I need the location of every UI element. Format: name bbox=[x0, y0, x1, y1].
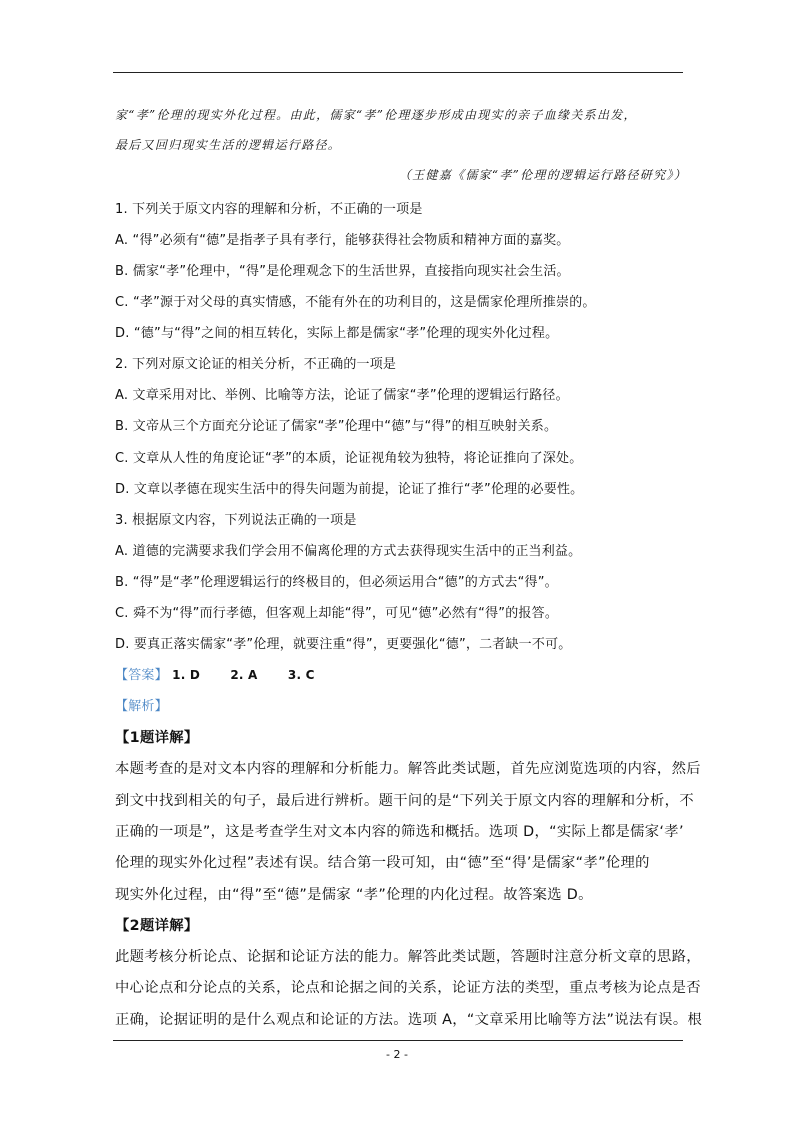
question-2-stem: 2. 下列对原文论证的相关分析，不正确的一项是 bbox=[115, 357, 397, 372]
header-rule bbox=[113, 72, 683, 73]
detail-1-line-3: 正确的一项是”，这是考查学生对文本内容的筛选和概括。选项 D，“实际上都是儒家‘孝’ bbox=[115, 824, 684, 840]
question-1-option-a: A. “得”必须有“德”是指孝子具有孝行，能够获得社会物质和精神方面的嘉奖。 bbox=[115, 233, 570, 248]
answer-item-1: 1. D bbox=[172, 668, 201, 682]
question-2-option-a: A. 文章采用对比、举例、比喻等方法，论证了儒家“孝”伦理的逻辑运行路径。 bbox=[115, 388, 569, 403]
footer-rule bbox=[113, 1040, 683, 1041]
passage-line-1: 家“孝”伦理的现实外化过程。由此，儒家“孝”伦理逐步形成由现实的亲子血缘关系出发， bbox=[115, 108, 637, 122]
question-1-option-d: D. “德”与“得”之间的相互转化，实际上都是儒家“孝”伦理的现实外化过程。 bbox=[115, 326, 559, 341]
passage-line-2: 最后又回归现实生活的逻辑运行路径。 bbox=[115, 138, 342, 152]
question-3-stem: 3. 根据原文内容，下列说法正确的一项是 bbox=[115, 513, 357, 528]
detail-1-line-1: 本题考查的是对文本内容的理解和分析能力。解答此类试题，首先应浏览选项的内容，然后 bbox=[115, 761, 701, 777]
detail-1-heading: 【1题详解】 bbox=[115, 730, 199, 746]
page-number: - 2 - bbox=[386, 1048, 408, 1061]
question-1-stem: 1. 下列关于原文内容的理解和分析，不正确的一项是 bbox=[115, 202, 423, 217]
detail-2-heading: 【2题详解】 bbox=[115, 918, 199, 934]
answer-line bbox=[115, 664, 685, 683]
question-2-option-c: C. 文章从人性的角度论证“孝”的本质，论证视角较为独特，将论证推向了深处。 bbox=[115, 451, 583, 466]
answer-tag: 【答案】 bbox=[115, 668, 168, 683]
detail-2-line-1: 此题考核分析论点、论据和论证方法的能力。解答此类试题，答题时注意分析文章的思路， bbox=[115, 949, 701, 965]
detail-1-line-2: 到文中找到相关的句子，最后进行辨析。题干问的是“下列关于原文内容的理解和分析，不 bbox=[115, 793, 694, 809]
question-1-option-c: C. “孝”源于对父母的真实情感，不能有外在的功利目的，这是儒家伦理所推崇的。 bbox=[115, 295, 596, 310]
question-2-option-b: B. 文帝从三个方面充分论证了儒家“孝”伦理中“德”与“得”的相互映射关系。 bbox=[115, 419, 558, 434]
question-3-option-a: A. 道德的完满要求我们学会用不偏离伦理的方式去获得现实生活中的正当利益。 bbox=[115, 544, 582, 559]
question-3-option-d: D. 要真正落实儒家“孝”伦理，就要注重“得”，更要强化“德”，二者缺一不可。 bbox=[115, 637, 572, 652]
detail-1-line-4: 伦理的现实外化过程”表述有误。结合第一段可知，由“德”至“得’是儒家“孝”伦理的 bbox=[115, 855, 650, 871]
question-2-option-d: D. 文章以孝德在现实生活中的得失问题为前提，论证了推行“孝”伦理的必要性。 bbox=[115, 482, 584, 497]
answer-item-3: 3. C bbox=[287, 668, 315, 682]
detail-2-line-3: 正确，论据证明的是什么观点和论证的方法。选项 A，“文章采用比喻等方法”说法有误。根 bbox=[115, 1012, 703, 1028]
answer-item-2: 2. A bbox=[230, 668, 258, 682]
question-3-option-c: C. 舜不为“得”而行孝德，但客观上却能“得”，可见“德”必然有“得”的报答。 bbox=[115, 606, 559, 621]
detail-1-line-5: 现实外化过程，由“得”至“德”是儒家 “孝”伦理的内化过程。故答案选 D。 bbox=[115, 887, 593, 903]
detail-2-line-2: 中心论点和分论点的关系，论点和论据之间的关系，论证方法的类型，重点考核为论点是否 bbox=[115, 980, 701, 996]
question-3-option-b: B. “得”是“孝”伦理逻辑运行的终极目的，但必须运用合“德”的方式去“得”。 bbox=[115, 575, 558, 590]
passage-citation: （王健嘉《儒家“孝”伦理的逻辑运行路径研究》） bbox=[398, 168, 687, 182]
analysis-tag: 【解析】 bbox=[115, 699, 168, 714]
question-1-option-b: B. 儒家“孝”伦理中，“得”是伦理观念下的生活世界，直接指向现实社会生活。 bbox=[115, 264, 570, 279]
